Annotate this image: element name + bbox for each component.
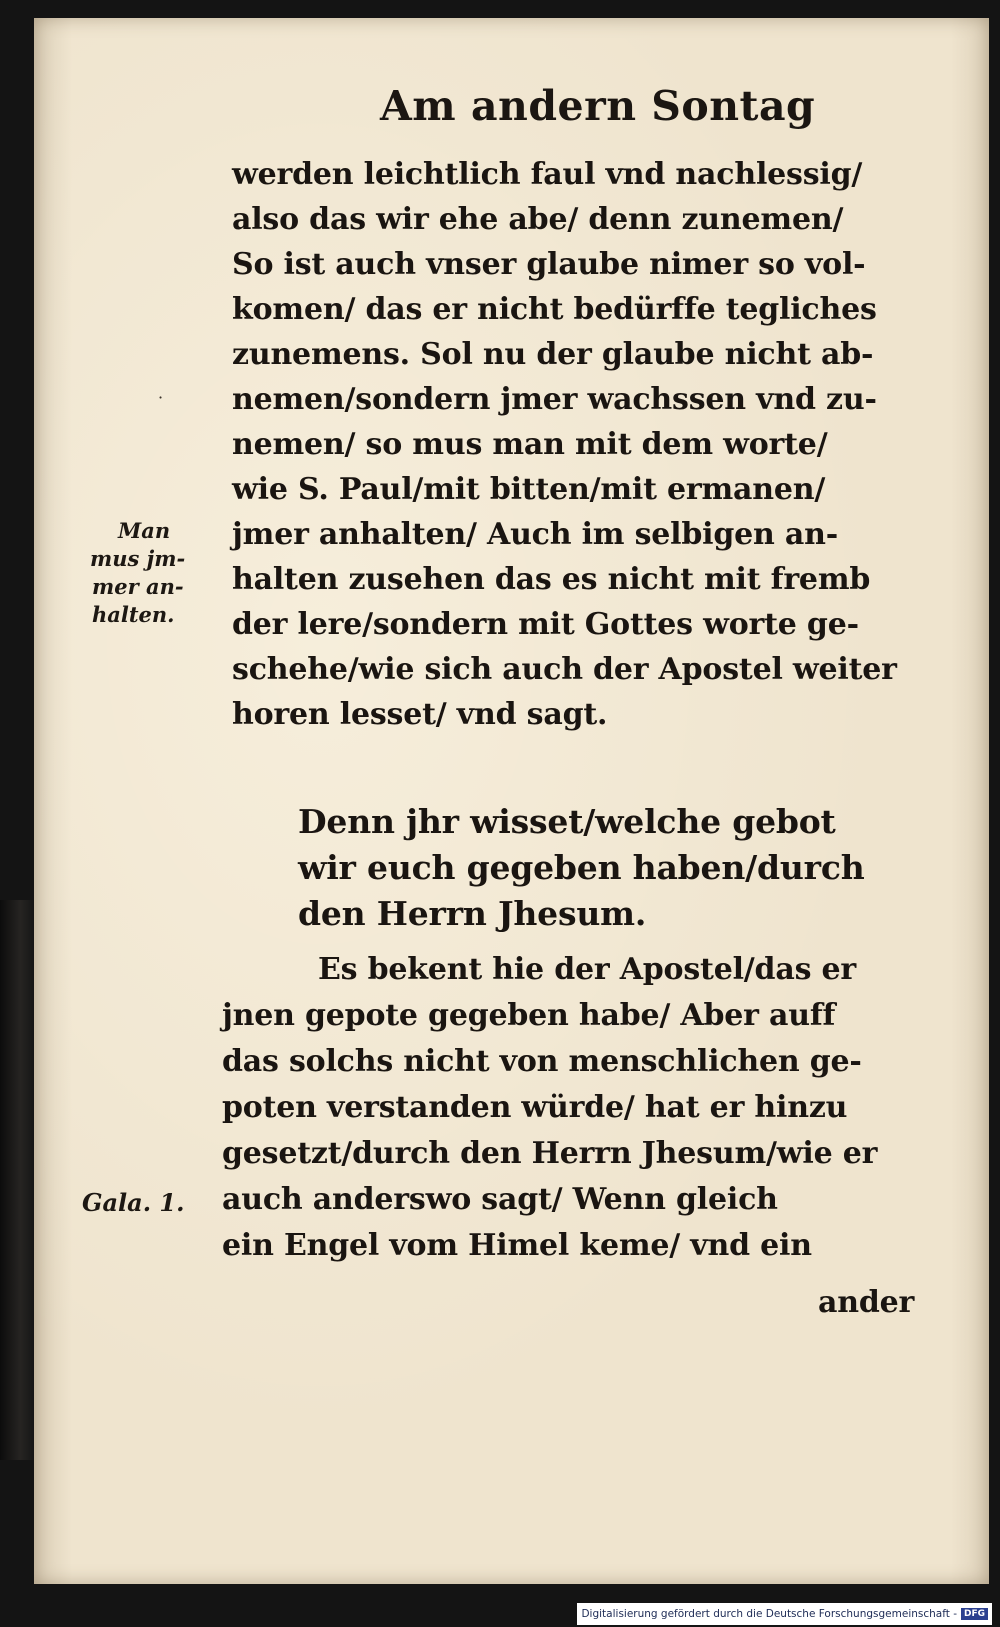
scripture-line: den Herrn Jhesum.: [298, 894, 647, 933]
scripture-line: wir euch gegeben haben/durch: [298, 848, 865, 887]
marginal-reference: Gala. 1.: [82, 1188, 185, 1217]
commentary-line: auch anderswo sagt/ Wenn gleich: [222, 1182, 778, 1217]
commentary-line: ein Engel vom Himel keme/ vnd ein: [222, 1228, 812, 1263]
footer-text: Digitalisierung gefördert durch die Deutsche Forschungsgemeinschaft -: [581, 1608, 957, 1620]
body-line: nemen/sondern jmer wachssen vnd zu-: [232, 382, 877, 417]
body-line: also das wir ehe abe/ denn zunemen/: [232, 202, 844, 237]
marginal-note-line: halten.: [92, 602, 175, 627]
body-line: schehe/wie sich auch der Apostel weiter: [232, 652, 897, 687]
running-head: Am andern Sontag: [380, 82, 816, 130]
body-line: wie S. Paul/mit bitten/mit ermanen/: [232, 472, 826, 507]
marginal-note-line: mus jm-: [90, 546, 186, 571]
book-binding-edge: [0, 900, 34, 1460]
body-line: zunemens. Sol nu der glaube nicht ab-: [232, 337, 874, 372]
body-line: werden leichtlich faul vnd nachlessig/: [232, 157, 863, 192]
marginal-note-line: mer an-: [92, 574, 184, 599]
commentary-line: jnen gepote gegeben habe/ Aber auff: [222, 998, 836, 1033]
commentary-line: gesetzt/durch den Herrn Jhesum/wie er: [222, 1136, 878, 1171]
body-line: halten zusehen das es nicht mit fremb: [232, 562, 871, 597]
body-line: der lere/sondern mit Gottes worte ge-: [232, 607, 859, 642]
commentary-line: Es bekent hie der Apostel/das er: [318, 952, 856, 987]
body-line: nemen/ so mus man mit dem worte/: [232, 427, 828, 462]
funding-footer: [577, 1603, 992, 1625]
body-line: jmer anhalten/ Auch im selbigen an-: [232, 517, 838, 552]
commentary-line: das solchs nicht von menschlichen ge-: [222, 1044, 862, 1079]
body-line: So ist auch vnser glaube nimer so vol-: [232, 247, 866, 282]
catchword: ander: [818, 1285, 915, 1320]
scripture-line: Denn jhr wisset/welche gebot: [298, 802, 836, 841]
marginal-note-line: Man: [118, 518, 171, 543]
ink-mark: ·: [158, 388, 164, 407]
dfg-logo-icon: DFG: [961, 1608, 988, 1620]
commentary-line: poten verstanden würde/ hat er hinzu: [222, 1090, 848, 1125]
body-line: komen/ das er nicht bedürffe tegliches: [232, 292, 877, 327]
body-line: horen lesset/ vnd sagt.: [232, 697, 608, 732]
